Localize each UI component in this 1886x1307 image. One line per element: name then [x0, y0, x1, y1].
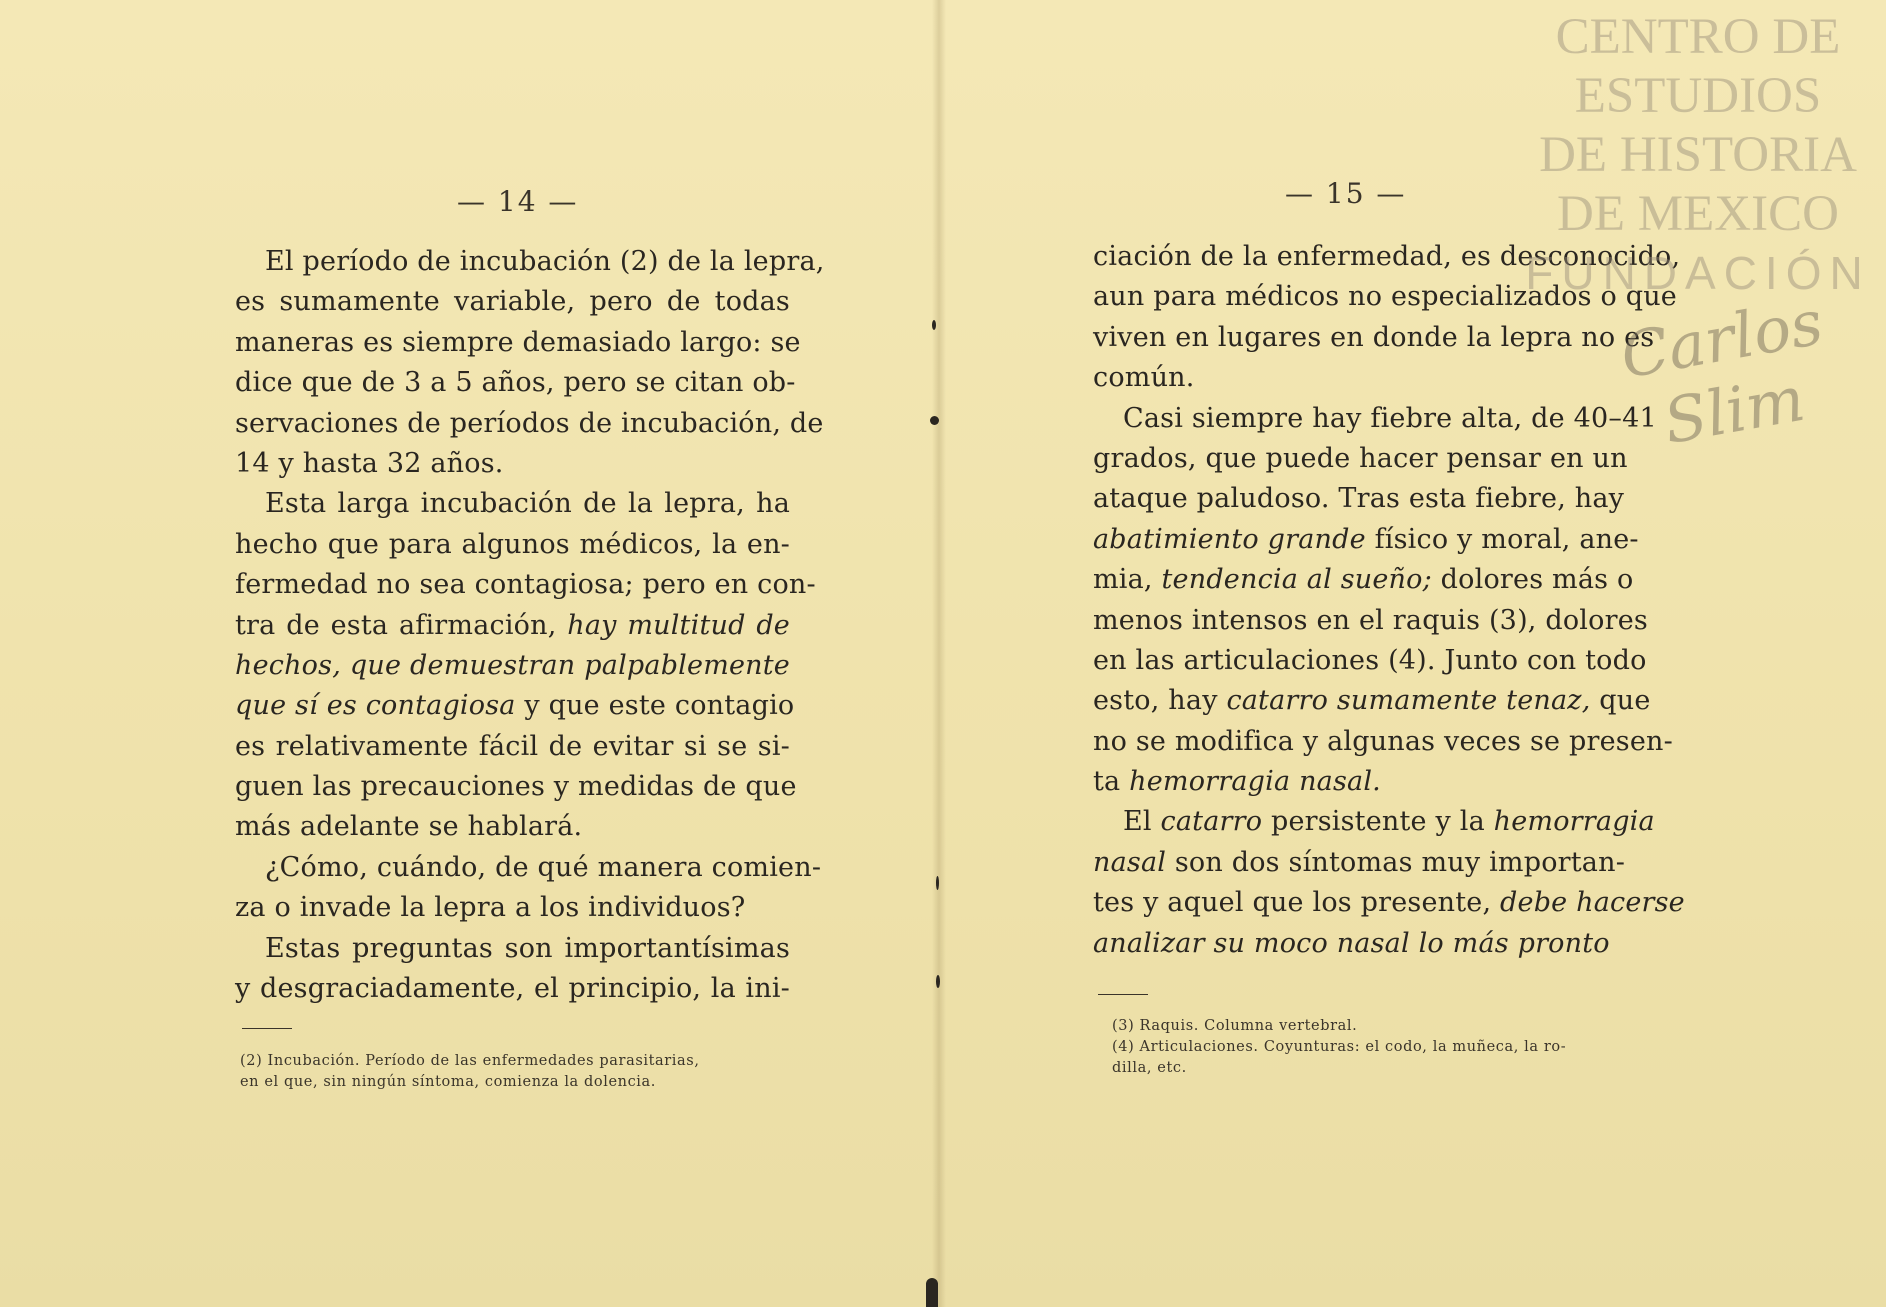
text-line: [235, 242, 825, 282]
italic-text: abatimiento grande: [1093, 523, 1366, 555]
text-line: [1093, 924, 1610, 964]
text-segment: no se modifica y algunas veces se presen-: [1093, 725, 1673, 757]
text-segment: y desgraciadamente, el principio, la ini-: [235, 973, 790, 1005]
text-segment: esto, hay: [1093, 685, 1227, 717]
text-line: [235, 727, 790, 767]
text-segment: El período de incubación (2) de la lepra,: [265, 246, 825, 277]
italic-text: analizar su moco nasal lo más pronto: [1093, 927, 1610, 959]
text-segment: Estas preguntas son importantísimas: [265, 932, 790, 964]
italic-text: catarro sumamente tenaz,: [1226, 685, 1591, 717]
italic-text: tendencia al sueño;: [1161, 564, 1432, 596]
text-line: [1093, 358, 1591, 398]
binding-thread: [926, 1278, 938, 1307]
book-gutter: [932, 0, 946, 1307]
text-segment: que: [1590, 685, 1651, 717]
text-line: [235, 525, 790, 565]
italic-text: que sí es contagiosa: [235, 690, 516, 722]
left-body-text: [235, 242, 825, 1009]
text-segment: ataque paludoso. Tras esta fiebre, hay: [1093, 483, 1625, 515]
text-segment: 14 y hasta 32 años.: [235, 447, 504, 479]
text-segment: servaciones de períodos de incubación, de: [235, 407, 824, 439]
text-line: [1093, 843, 1626, 883]
margin-speck: [930, 416, 939, 425]
text-segment: El: [1123, 806, 1161, 838]
text-line: [235, 404, 824, 444]
text-segment: guen las precauciones y medidas de que: [235, 771, 797, 803]
text-segment: Casi siempre hay fiebre alta, de 40–41: [1123, 402, 1657, 434]
text-line: [235, 363, 796, 403]
text-line: [235, 484, 790, 524]
text-line: [1093, 762, 1591, 802]
text-line: [1093, 560, 1634, 600]
page-number-left: — 14 —: [457, 185, 579, 218]
italic-text: hemorragia: [1493, 806, 1655, 838]
text-segment: dice que de 3 a 5 años, pero se citan ob-: [235, 367, 796, 399]
text-line: [1093, 802, 1655, 842]
watermark-line: ESTUDIOS: [1574, 68, 1822, 124]
text-segment: físico y moral, ane-: [1365, 523, 1639, 555]
archive-watermark: [1510, 8, 1886, 459]
text-segment: hecho que para algunos médicos, la en-: [235, 528, 790, 560]
text-line: [1093, 883, 1685, 923]
footnote-line: dilla, etc.: [1112, 1060, 1187, 1076]
text-segment: ta: [1093, 766, 1130, 798]
text-segment: za o invade la lepra a los individuos?: [235, 892, 746, 924]
text-segment: mia,: [1093, 564, 1162, 596]
italic-text: hechos, que demuestran palpablemente: [235, 649, 790, 681]
margin-speck: [932, 320, 936, 330]
footnote: [240, 1051, 792, 1093]
margin-speck: [936, 975, 940, 988]
text-line: [1093, 641, 1647, 681]
text-segment: aun para médicos no especializados o que: [1093, 281, 1677, 313]
left-page: [0, 0, 940, 1307]
text-line: [1093, 722, 1673, 762]
text-segment: en las articulaciones (4). Junto con todo: [1093, 644, 1647, 676]
text-line: [1093, 479, 1625, 519]
footnote: [1112, 1037, 1592, 1079]
watermark-line: DE HISTORIA: [1539, 127, 1857, 183]
text-line: [235, 767, 797, 807]
footnote-rule-left: [242, 1028, 292, 1029]
italic-text: debe hacerse: [1500, 887, 1685, 919]
watermark-line: FUNDACIÓN: [1525, 247, 1871, 299]
text-segment: ciación de la enfermedad, es desconocido,: [1093, 241, 1681, 272]
text-line: [1093, 601, 1648, 641]
watermark-signature: Carlos Slim: [1615, 285, 1828, 459]
watermark-line: DE MEXICO: [1557, 186, 1839, 242]
text-line: [1093, 520, 1639, 560]
text-segment: es sumamente variable, pero de todas: [235, 286, 790, 318]
footnote-line: (4) Articulaciones. Coyunturas: el codo, la muñeca, la ro-: [1112, 1039, 1567, 1055]
text-line: [235, 686, 795, 726]
margin-speck: [936, 876, 939, 890]
italic-text: hay multitud de: [567, 609, 790, 641]
italic-text: nasal: [1093, 846, 1167, 878]
left-footnotes: [240, 1051, 792, 1093]
text-line: [235, 807, 790, 847]
footnote-rule-right: [1098, 994, 1148, 995]
text-line: [235, 969, 790, 1009]
watermark-line: CENTRO DE: [1555, 9, 1841, 65]
italic-text: hemorragia nasal.: [1129, 766, 1381, 798]
text-segment: Esta larga incubación de la lepra, ha: [265, 488, 790, 520]
text-segment: persistente y la: [1262, 806, 1494, 838]
footnote-line: (3) Raquis. Columna vertebral.: [1112, 1018, 1358, 1034]
text-line: [235, 565, 816, 605]
text-line: [235, 929, 790, 969]
text-segment: tra de esta afirmación,: [235, 609, 568, 641]
text-line: [235, 606, 790, 646]
text-line: [235, 444, 790, 484]
text-segment: son dos síntomas muy importan-: [1166, 846, 1626, 878]
text-segment: tes y aquel que los presente,: [1093, 887, 1501, 919]
text-segment: dolores más o: [1431, 564, 1634, 596]
text-segment: viven en lugares en donde la lepra no es: [1093, 321, 1655, 353]
text-line: [1093, 681, 1651, 721]
text-line: [235, 282, 790, 322]
italic-text: catarro: [1160, 806, 1263, 838]
text-line: [1093, 399, 1657, 439]
text-line: [235, 323, 801, 363]
text-segment: y que este contagio: [515, 690, 795, 722]
page-number-right: — 15 —: [1285, 177, 1407, 210]
text-segment: maneras es siempre demasiado largo: se: [235, 326, 801, 358]
footnote-line: (2) Incubación. Período de las enfermedades parasitarias,: [240, 1053, 700, 1069]
text-segment: grados, que puede hacer pensar en un: [1093, 442, 1628, 474]
text-segment: ¿Cómo, cuándo, de qué manera comien-: [265, 851, 822, 883]
text-line: [235, 646, 790, 686]
text-segment: común.: [1093, 362, 1195, 394]
text-segment: fermedad no sea contagiosa; pero en con-: [235, 569, 816, 601]
right-footnotes: [1112, 1016, 1592, 1079]
footnote-line: en el que, sin ningún síntoma, comienza la dolencia.: [240, 1074, 656, 1090]
text-segment: más adelante se hablará.: [235, 811, 583, 843]
text-segment: menos intensos en el raquis (3), dolores: [1093, 604, 1648, 636]
footnote: [1112, 1016, 1592, 1037]
text-segment: es relativamente fácil de evitar si se si-: [235, 730, 790, 762]
text-line: [1093, 439, 1628, 479]
text-line: [235, 888, 790, 928]
text-line: [235, 848, 822, 888]
